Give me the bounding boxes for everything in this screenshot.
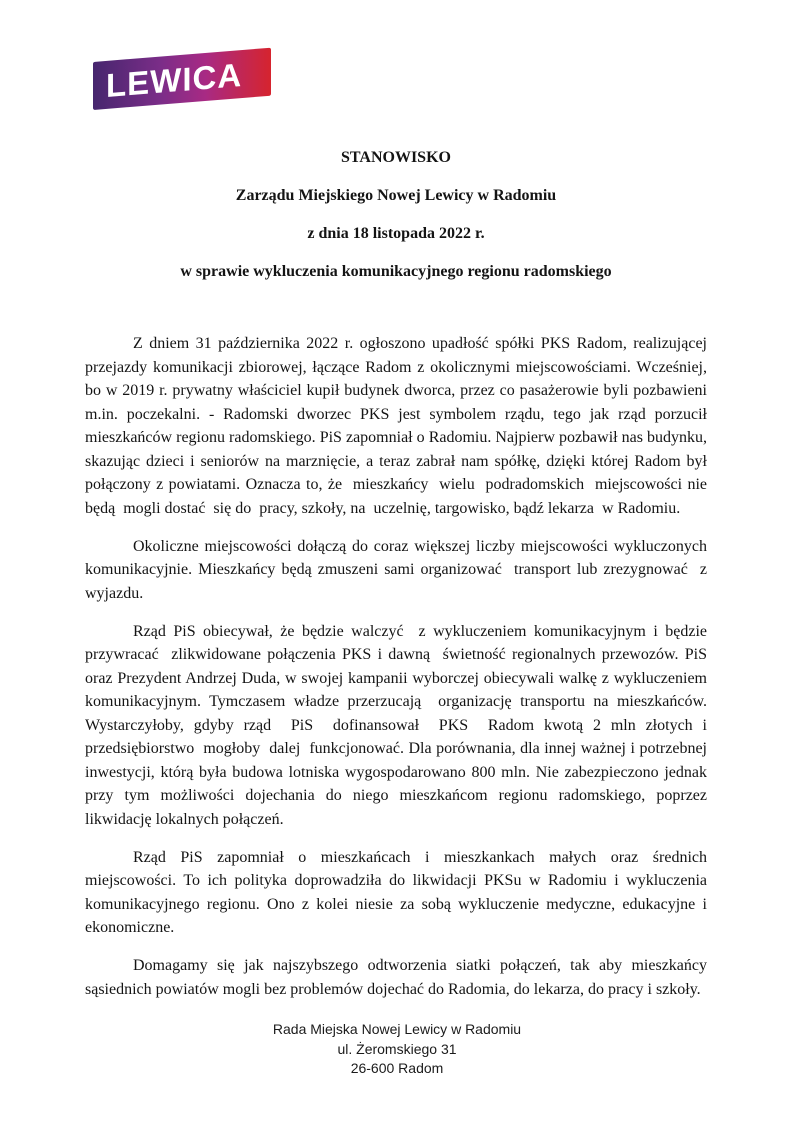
- heading-stanowisko: STANOWISKO: [341, 149, 451, 166]
- paragraph-4: Rząd PiS zapomniał o mieszkańcach i mieszkankach małych oraz średnich miejscowości. To ich polityka doprowadziła do likwidacji PKSu w Radomiu i wykluczenia komunikacyjnego regionu. Ono z kolei niesie za sobą wykluczenie medyczne, edukacyjne i ekonomiczne.: [85, 848, 711, 936]
- paragraph-1: Z dniem 31 października 2022 r. ogłoszono upadłość spółki PKS Radom, realizującej przejazdy komunikacji zbiorowej, łączące Radom z okolicznymi miejscowościami. Wcześniej, bo w 2019 r. prywatny właściciel kupił budynek dworca, przez co pasażerowie byli pozbawieni m.in. poczekalni. - Radomski dworzec PKS jest symbolem rządu, tego jak rząd porzucił mieszkańców regionu radomskiego. PiS zapomniał o Radomiu. Najpierw pozbawił nas budynku, skazując dzieci i seniorów na marznięcie, a teraz zabrał nam spółkę, dzięki której Radom był połączony z powiatami. Oznacza to, że mieszkańcy wielu podradomskich miejscowości nie będą mogli dostać się do pracy, szkoły, na uczelnię, targowisko, bądź lekarza w Radomiu.: [85, 335, 715, 517]
- document-headings: [85, 146, 707, 284]
- footer-organization: Rada Miejska Nowej Lewicy w Radomiu: [272, 1021, 522, 1037]
- lewica-logo: [93, 48, 271, 110]
- footer-street: ul. Żeromskiego 31: [337, 1040, 457, 1057]
- heading-subject: w sprawie wykluczenia komunikacyjnego regionu radomskiego: [180, 263, 612, 280]
- footer-city: 26-600 Radom: [350, 1060, 444, 1076]
- paragraph-3: Rząd PiS obiecywał, że będzie walczyć z wykluczeniem komunikacyjnym i będzie przywracać zlikwidowane połączenia PKS i dawną świetność regionalnych przewozów. PiS oraz Prezydent Andrzej Duda, w swojej kampanii wyborczej obiecywali walkę z wykluczeniem komunikacyjnym. Tymczasem władze przerzucają organizację transportu na mieszkańców. Wystarczyłoby, gdyby rząd PiS dofinansował PKS Radom kwotą 2 mln złotych i przedsiębiorstwo mogłoby dalej funkcjonować. Dla porównania, dla innej ważnej i potrzebnej inwestycji, którą była budowa lotniska wygospodarowano 800 mln. Nie zabezpieczono jednak przy tym możliwości dojechania do niego mieszkańcom regionu radomskiego, poprzez likwidację lokalnych połączeń.: [85, 622, 715, 828]
- heading-issuer: Zarządu Miejskiego Nowej Lewicy w Radomiu: [235, 187, 557, 204]
- document-body: [85, 332, 715, 1016]
- paragraph-2: Okoliczne miejscowości dołączą do coraz większej liczby miejscowości wykluczonych komunikacyjnie. Mieszkańcy będą zmuszeni sami organizować transport lub zrezygnować z wyjazdu.: [85, 537, 711, 602]
- paragraph-5: Domagamy się jak najszybszego odtworzenia siatki połączeń, tak aby mieszkańcy sąsiednich powiatów mogli bez problemów dojechać do Radomia, do lekarza, do pracy i szkoły.: [85, 957, 711, 998]
- heading-date: z dnia 18 listopada 2022 r.: [307, 225, 485, 242]
- footer-address: [0, 1020, 794, 1079]
- lewica-logo-text: LEWICA: [106, 55, 243, 104]
